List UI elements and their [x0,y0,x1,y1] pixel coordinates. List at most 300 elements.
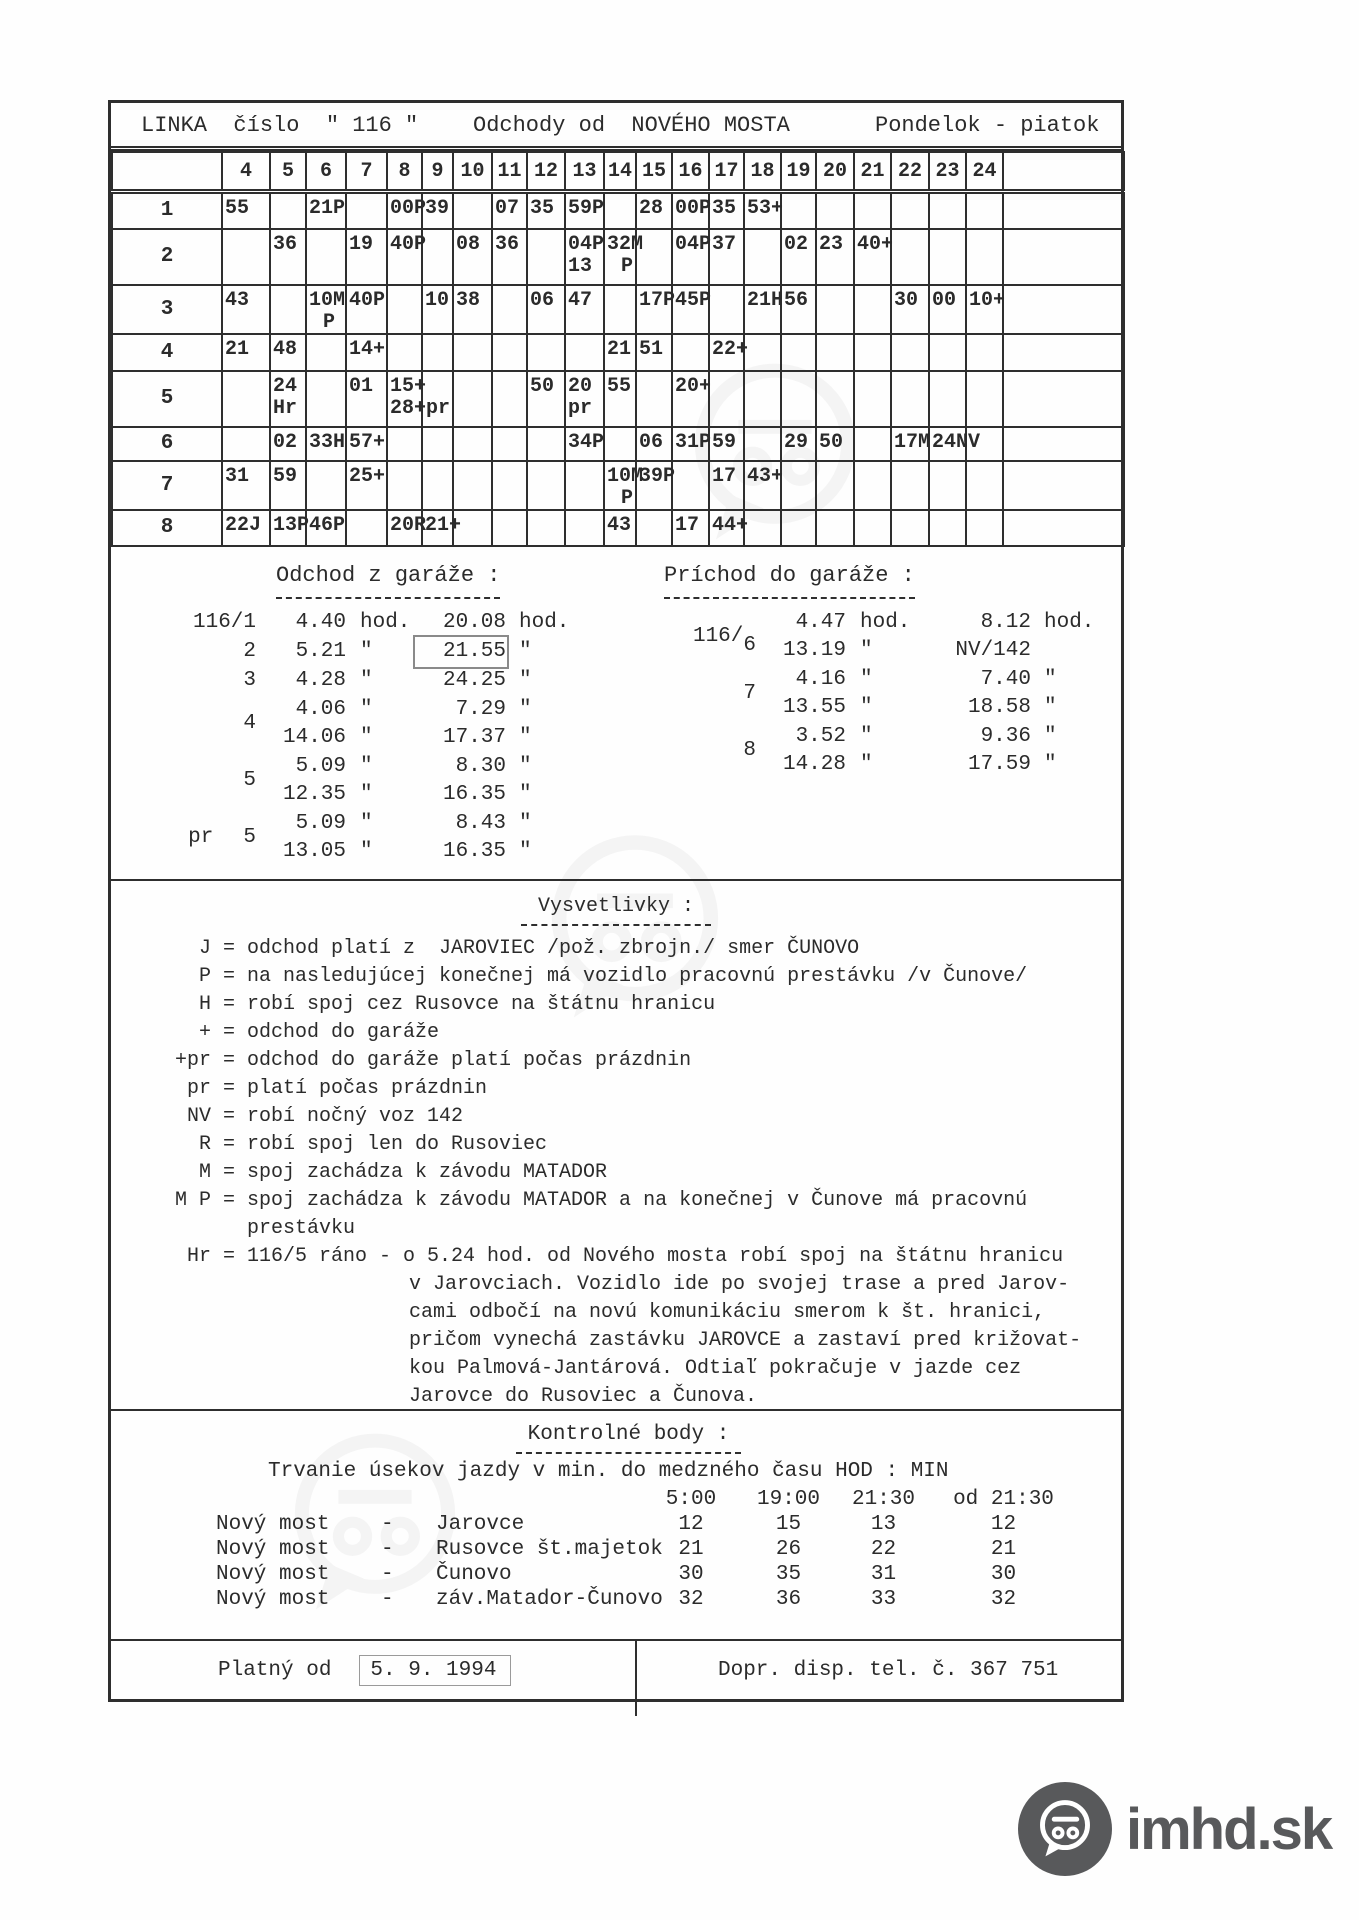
timetable-row [112,510,1124,546]
time-cell [672,371,712,427]
control-header-time: 19:00 [756,1487,820,1511]
document-title-row [111,103,1121,151]
time-cell [565,334,604,371]
legend-text-line: robí nočný voz 142 [247,1104,464,1128]
minutes-text: 55 [607,374,632,398]
garage-time-second-unit [1031,637,1044,665]
garage-time-first: 4.47 [795,610,846,634]
time-cell [709,285,744,334]
footer-divider [635,1641,637,1716]
control-row-value: 21 [990,1537,1017,1561]
time-cell [306,510,346,546]
legend-text [247,1075,1121,1103]
garage-time-first: 13.19 [782,638,846,662]
garage-time-second-unit: " [1044,724,1057,748]
garage-time-second-unit: " [519,668,532,692]
time-cell [422,192,453,229]
garage-time-second: NV/142 [955,638,1031,662]
time-cell [346,371,387,427]
control-header-time: 21:30 [851,1487,915,1511]
garage-time-first-unit: " [860,638,873,662]
legend-section [111,879,1121,1409]
time-cell [422,427,453,461]
garage-time-line [756,694,1127,722]
legend-equals: = [222,1160,235,1184]
valid-from [218,1659,511,1682]
control-row-value: 32 [678,1587,704,1611]
control-row-value: 30 [990,1562,1017,1586]
legend-key: pr [186,1076,211,1100]
time-cell [453,334,492,371]
minutes-text: 15+ [390,374,427,398]
time-cell [453,192,492,229]
garage-time-first: 4.28 [295,668,346,692]
legend-text [247,963,1121,991]
minutes-text: 59 [273,464,298,488]
legend-key: Hr [186,1244,211,1268]
garage-group [616,609,1127,665]
time-cell [565,229,604,285]
garage-time-line [256,696,616,724]
minutes-text: 20R [390,513,427,537]
control-points-header-row [111,1487,1121,1512]
time-cell [387,461,422,510]
minutes-text: 17P [639,288,676,312]
minutes-text-line2: 28+pr [390,396,451,420]
time-cell [492,285,527,334]
garage-time-second: 24.25 [442,668,506,692]
time-cell [781,334,816,371]
garage-time-second: 7.40 [980,667,1031,691]
garage-time-second: 17.37 [442,725,506,749]
minutes-text: 30 [894,288,919,312]
time-cell [709,371,744,427]
minutes-text: 21 [607,337,632,361]
minutes-text: 38 [456,288,481,312]
minutes-text: 34P [568,430,605,454]
row-number: 7 [112,461,222,510]
time-cell [270,285,306,334]
garage-time-second: 8.43 [455,811,506,835]
garage-group-label [111,753,256,809]
control-header-spacer [111,1487,216,1512]
hour-header-cell: 18 [744,152,781,192]
minutes-text: 46P [309,513,346,537]
hour-header-cell: 10 [453,152,492,192]
minutes-text: 20 [568,374,593,398]
legend-item [111,1019,1121,1047]
row-number: 4 [112,334,222,371]
garage-time-line [256,667,616,695]
time-cell [270,461,306,510]
garage-group-label [616,609,756,665]
control-row-to: Jarovce [436,1512,525,1536]
control-row-spacer [111,1537,216,1562]
minutes-text: 24 [273,374,298,398]
row-number: 8 [112,510,222,546]
time-cell [929,461,966,510]
control-row-value: 21 [678,1537,704,1561]
time-cell [222,427,270,461]
time-cell [781,192,816,229]
garage-time-second: 8.12 [980,610,1031,634]
hour-header-trailing [1003,152,1124,192]
control-row-to: záv.Matador-Čunovo [436,1587,663,1611]
legend-text [247,1047,1121,1075]
time-cell [854,371,891,427]
time-cell [453,427,492,461]
time-cell [565,192,604,229]
time-cell [709,461,744,510]
control-row-dash: - [381,1587,394,1611]
control-row-spacer [111,1587,216,1612]
hour-header-cell: 12 [527,152,565,192]
row-number: 1 [112,192,222,229]
time-cell [492,229,527,285]
garage-group-label [111,609,256,637]
trailing-cell [1003,334,1124,371]
time-cell [816,192,854,229]
garage-time-second: 18.58 [967,695,1031,719]
time-cell [781,371,816,427]
time-cell [781,229,816,285]
minutes-text: 37 [712,232,737,256]
control-row-from: Nový most [216,1587,330,1611]
hour-header-cell: 20 [816,152,854,192]
time-cell [527,334,565,371]
valid-from-label: Platný od [218,1658,332,1682]
legend-text-line: 116/5 ráno - o 5.24 hod. od Nového mosta robí spoj na štátnu hranicu [247,1244,1064,1268]
legend-key: M [198,1160,211,1184]
timetable-row [112,229,1124,285]
garage-group-number: 116/ [692,625,744,648]
time-cell [929,229,966,285]
garage-arrivals-title: Príchod do garáže : [664,563,915,599]
legend-text-line: na nasledujúcej konečnej má vozidlo pracovnú prestávku /v Čunove/ [247,964,1028,988]
legend-text-line: robí spoj cez Rusovce na štátnu hranicu [247,992,716,1016]
time-cell [781,427,816,461]
timetable-row [112,334,1124,371]
time-cell [422,510,462,546]
control-row-value: 15 [775,1512,802,1536]
timetable-row [112,427,1124,461]
minutes-text: 40+ [857,232,894,256]
dispatcher-phone: Dopr. disp. tel. č. 367 751 [718,1658,1059,1682]
time-cell [222,229,270,285]
minutes-text: 40P [390,232,427,256]
time-cell [387,427,422,461]
hour-header-cell: 9 [422,152,453,192]
minutes-text: 36 [273,232,298,256]
time-cell [816,229,854,285]
footer-row [111,1639,1121,1716]
time-cell [891,334,929,371]
garage-group [111,667,616,695]
garage-time-second-unit: " [519,839,532,863]
garage-time-second: 17.59 [967,752,1031,776]
row-number: 5 [112,371,222,427]
time-cell [966,192,1003,229]
time-cell [966,229,1003,285]
garage-group-prefix: pr [188,826,214,849]
time-cell [422,285,453,334]
minutes-text: 17 [712,464,737,488]
time-cell [306,461,346,510]
time-cell [854,461,891,510]
legend-text-line: platí počas prázdnin [247,1076,488,1100]
garage-time-first: 4.16 [795,667,846,691]
minutes-text: 36 [495,232,520,256]
garage-time-first: 5.09 [295,811,346,835]
time-cell [453,371,492,427]
legend-key: J [198,936,211,960]
garage-group-label [111,810,256,866]
time-cell [816,371,854,427]
minutes-text: 43 [225,288,250,312]
departure-times-grid [111,151,1125,547]
time-cell [966,461,1003,510]
minutes-text-line2: P [621,254,634,278]
minutes-text: 22+ [712,337,749,361]
garage-time-first-unit: " [360,839,373,863]
time-cell [672,510,709,546]
time-cell [781,510,816,546]
hour-header-cell: 6 [306,152,346,192]
minutes-text: 33H [309,430,346,454]
legend-item [111,1187,1121,1243]
imhd-logo [1018,1782,1331,1876]
garage-group-number: 3 [243,669,256,692]
time-cell [709,510,749,546]
hour-header-cell: 24 [966,152,1003,192]
garage-group-label [616,666,756,722]
garage-time-first-unit: " [360,668,373,692]
minutes-text-line2: 13 [568,254,593,278]
time-cell [492,461,527,510]
time-cell [306,427,346,461]
time-cell [527,510,565,546]
time-cell [672,229,712,285]
legend-text-line: v Jarovciach. Vozidlo ide po svojej trase a pred Jarov- [409,1272,1070,1296]
minutes-text: 00P [675,197,712,220]
time-cell [672,192,712,229]
garage-group-label [111,696,256,752]
time-cell [604,229,644,285]
time-cell [422,334,453,371]
time-cell [966,371,1003,427]
legend-text [247,991,1121,1019]
legend-text [247,1019,1121,1047]
hour-header-blank [112,152,222,192]
time-cell [816,334,854,371]
time-cell [709,334,749,371]
time-cell [929,192,966,229]
garage-group-lines [256,638,616,666]
legend-text-line: kou Palmová-Jantárová. Odtiaľ pokračuje v jazde cez [409,1356,1022,1380]
garage-group-number: 4 [243,712,256,735]
minutes-text: 21+ [425,513,462,537]
garage-time-first-unit: " [360,639,373,663]
minutes-text: 04P [675,232,712,256]
minutes-text: 10+ [969,288,1006,312]
control-row-value: 30 [678,1562,704,1586]
time-cell [270,192,306,229]
hour-header-cell: 7 [346,152,387,192]
timetable-row [112,371,1124,427]
time-cell [492,192,527,229]
hour-header-cell: 14 [604,152,636,192]
garage-departures-title: Odchod z garáže : [276,563,500,599]
time-cell [929,427,981,461]
legend-text-line: spoj zachádza k závodu MATADOR [247,1160,608,1184]
minutes-text: 44+ [712,513,749,537]
time-cell [891,510,929,546]
garage-time-first: 3.52 [795,724,846,748]
garage-time-line [756,666,1127,694]
garage-time-first: 13.05 [282,839,346,863]
time-cell [854,229,894,285]
garage-time-second: 21.55 [416,638,506,666]
control-row-value: 22 [870,1537,897,1561]
minutes-text: 21P [309,197,346,220]
time-cell [346,334,387,371]
time-cell [854,510,891,546]
legend-item [111,935,1121,963]
garage-group-lines [756,609,1127,665]
trailing-cell [1003,371,1124,427]
time-cell [891,371,929,427]
garage-group [111,609,616,637]
legend-equals: = [222,1020,235,1044]
minutes-text: 31P [675,430,712,454]
time-cell [306,285,346,334]
time-cell [346,192,387,229]
control-points-title: Kontrolné body : [516,1423,741,1454]
garage-time-line [756,751,1127,779]
time-cell [604,192,636,229]
time-cell [387,285,422,334]
minutes-text: 17M [894,430,931,454]
time-cell [672,461,709,510]
time-cell [604,371,636,427]
minutes-text: 50 [530,374,555,398]
time-cell [636,192,672,229]
timetable-row [112,192,1124,229]
garage-time-first-unit: " [360,782,373,806]
minutes-text: 24NV [932,430,981,454]
minutes-text: 53+ [747,197,784,220]
legend-text-line: odchod platí z JAROVIEC /pož. zbrojn./ smer ČUNOVO [247,936,860,960]
garage-time-first-unit: hod. [360,610,411,634]
legend-text [247,1187,1121,1243]
control-row-value: 33 [870,1587,897,1611]
timetable-document [108,100,1124,1702]
legend-item [111,991,1121,1019]
control-header-spacer [216,1487,381,1512]
garage-time-second-unit: " [519,725,532,749]
minutes-text: 07 [495,197,520,220]
garage-group [111,696,616,752]
minutes-text: 02 [273,430,298,454]
time-cell [744,285,784,334]
time-cell [453,229,492,285]
time-cell [270,334,306,371]
garage-time-second-unit: hod. [519,610,570,634]
time-cell [565,371,604,427]
garage-time-first: 4.40 [295,610,346,634]
legend-key: M P [174,1188,211,1212]
minutes-text: 25+ [349,464,386,488]
control-row-value: 35 [775,1562,802,1586]
garage-time-first-unit: " [860,752,873,776]
hour-header-cell: 8 [387,152,422,192]
valid-from-date: 5. 9. 1994 [359,1655,511,1686]
garage-time-line [256,638,616,666]
time-cell [781,285,816,334]
control-header-time: 5:00 [665,1487,717,1511]
time-cell [222,371,270,427]
minutes-text-line2: Hr [273,396,298,420]
garage-time-second-unit: " [519,697,532,721]
time-cell [270,427,306,461]
control-header-time: od 21:30 [953,1487,1054,1511]
garage-group [111,810,616,866]
time-cell [306,229,346,285]
control-row-value: 36 [775,1587,802,1611]
time-cell [492,371,527,427]
minutes-text: 23 [819,232,844,256]
legend-item [111,1131,1121,1159]
control-header-spacer [436,1487,636,1512]
minutes-text: 28 [639,197,664,220]
minutes-text: 21 [225,337,250,361]
time-cell [816,510,854,546]
garage-group-lines [756,723,1127,779]
garage-group-label [111,667,256,695]
legend-equals: = [222,992,235,1016]
garage-group-number: 8 [743,739,756,762]
legend-text-line: robí spoj len do Rusoviec [247,1132,548,1156]
minutes-text: 10 [425,288,450,312]
time-cell [527,192,565,229]
time-cell [929,510,966,546]
garage-group-number: 7 [743,682,756,705]
timetable-row [112,285,1124,334]
control-row [111,1587,1121,1612]
minutes-text: 47 [568,288,593,312]
time-cell [492,427,527,461]
legend-equals: = [222,1104,235,1128]
time-cell [929,285,966,334]
minutes-text: 21H [747,288,784,312]
time-cell [422,229,453,285]
time-cell [744,427,781,461]
minutes-text: 06 [530,288,555,312]
garage-time-second-unit: " [1044,667,1057,691]
garage-group [111,753,616,809]
legend-text-line: spoj zachádza k závodu MATADOR a na konečnej v Čunove má pracovnú [247,1188,1028,1212]
time-cell [816,427,854,461]
time-cell [854,334,891,371]
garage-time-second: 20.08 [442,610,506,634]
time-cell [744,510,781,546]
garage-group-lines [256,810,616,866]
time-cell [744,461,784,510]
garage-time-line [256,609,616,637]
minutes-text-line2: pr [568,396,593,420]
garage-time-second: 7.29 [455,697,506,721]
time-cell [636,510,672,546]
